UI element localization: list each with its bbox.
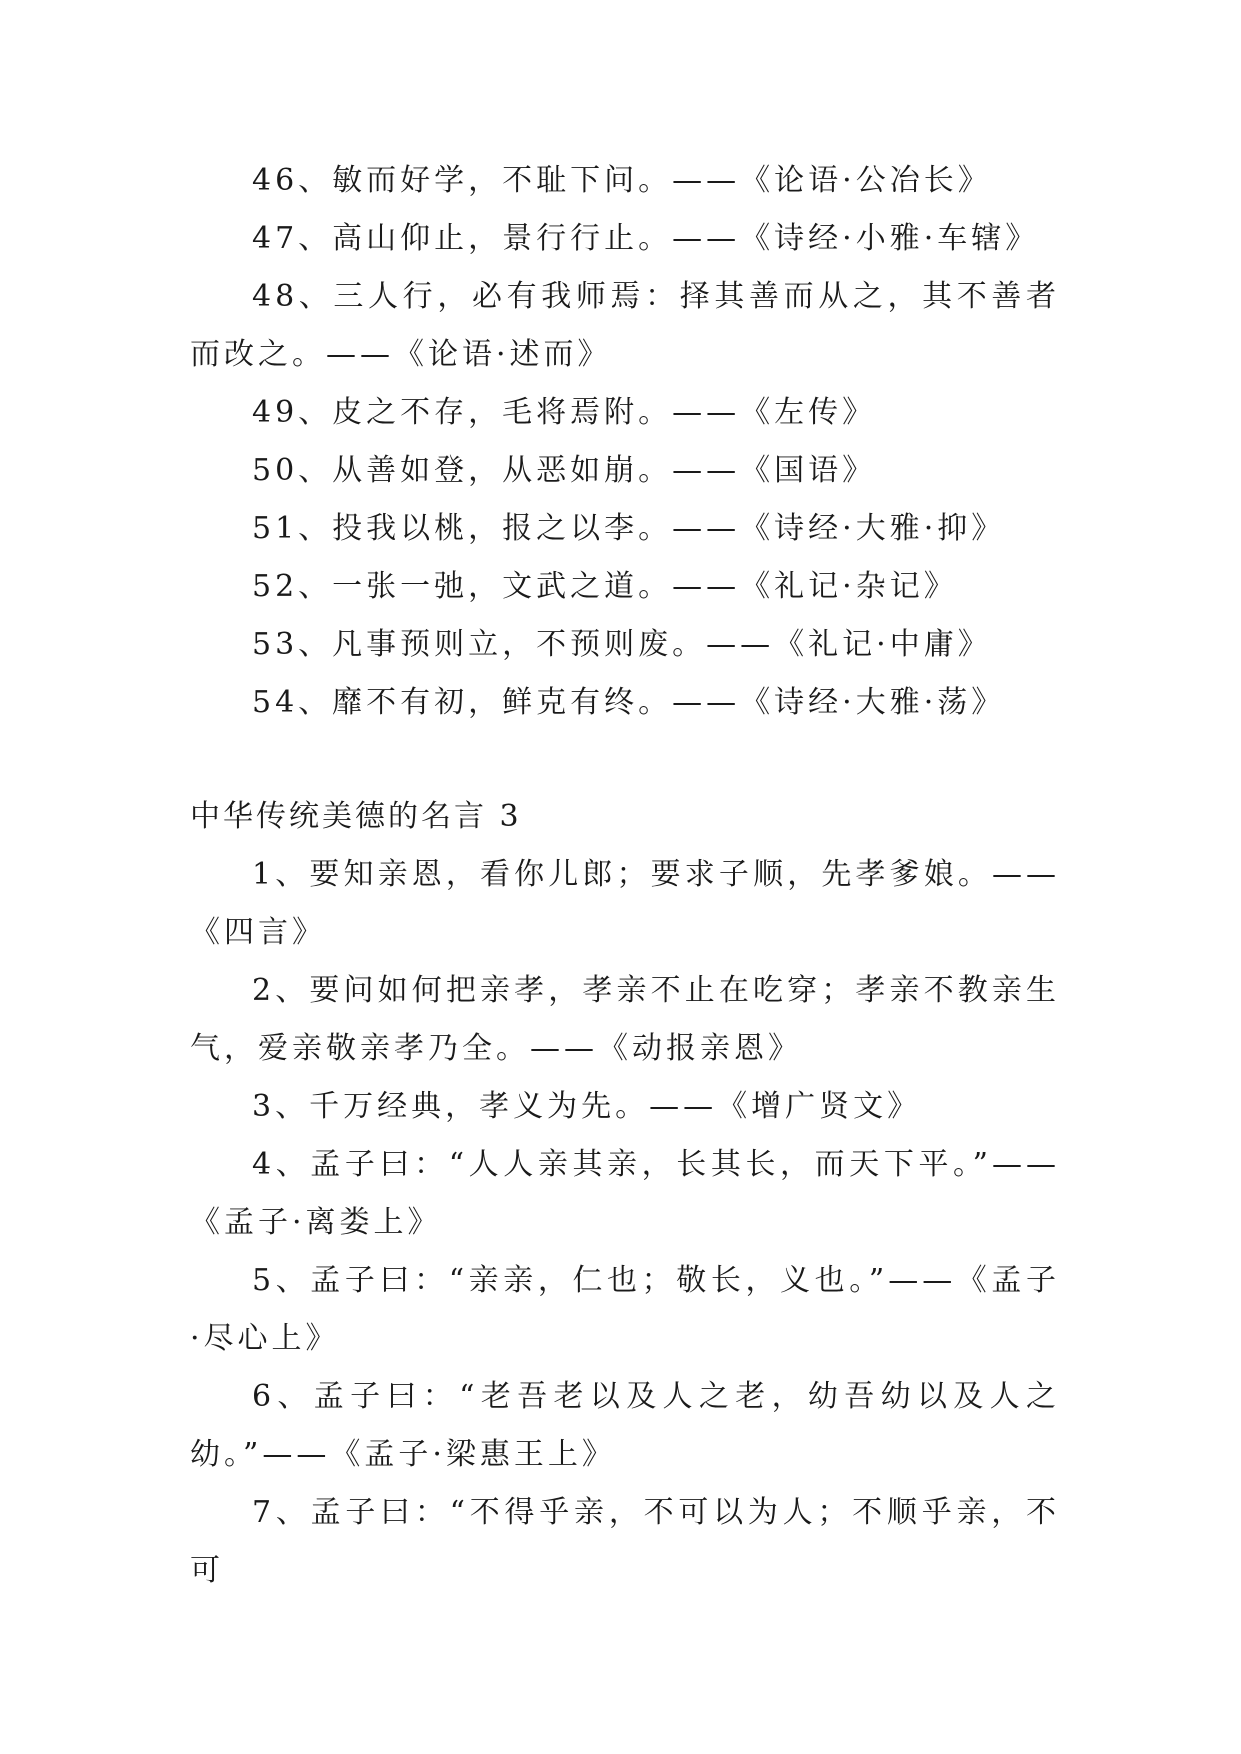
quote-54: 54、靡不有初，鲜克有终。——《诗经·大雅·荡》 [252, 685, 1006, 720]
filial-quote-1: 1、要知亲恩，看你儿郎；要求子顺，先孝爹娘。——《四言》 [190, 857, 1060, 950]
filial-quote-2: 2、要问如何把亲孝，孝亲不止在吃穿；孝亲不教亲生气，爱亲敬亲孝乃全。——《动报亲恩》 [190, 973, 1060, 1066]
quote-46: 46、敏而好学，不耻下问。——《论语·公冶长》 [252, 163, 992, 198]
filial-quote-3: 3、千万经典，孝义为先。——《增广贤文》 [252, 1089, 922, 1124]
filial-quote-7: 7、孟子曰：“不得乎亲，不可以为人；不顺乎亲，不可 [190, 1495, 1060, 1588]
quote-49: 49、皮之不存，毛将焉附。——《左传》 [252, 395, 877, 430]
quote-48: 48、三人行，必有我师焉：择其善而从之，其不善者而改之。——《论语·述而》 [190, 279, 1060, 372]
document-body [190, 152, 1060, 1600]
section-heading: 中华传统美德的名言 3 [190, 799, 522, 834]
quote-50: 50、从善如登，从恶如崩。——《国语》 [252, 453, 877, 488]
filial-quote-6: 6、孟子曰：“老吾老以及人之老，幼吾幼以及人之幼。”——《孟子·梁惠王上》 [190, 1379, 1060, 1472]
quote-53: 53、凡事预则立，不预则废。——《礼记·中庸》 [252, 627, 992, 662]
quote-47: 47、高山仰止，景行行止。——《诗经·小雅·车辖》 [252, 221, 1040, 256]
quote-52: 52、一张一弛，文武之道。——《礼记·杂记》 [252, 569, 958, 604]
filial-quote-4: 4、孟子曰：“人人亲其亲，长其长，而天下平。”——《孟子·离娄上》 [190, 1147, 1060, 1240]
quote-51: 51、投我以桃，报之以李。——《诗经·大雅·抑》 [252, 511, 1006, 546]
filial-quote-5: 5、孟子曰：“亲亲，仁也；敬长，义也。”——《孟子·尽心上》 [190, 1263, 1060, 1356]
